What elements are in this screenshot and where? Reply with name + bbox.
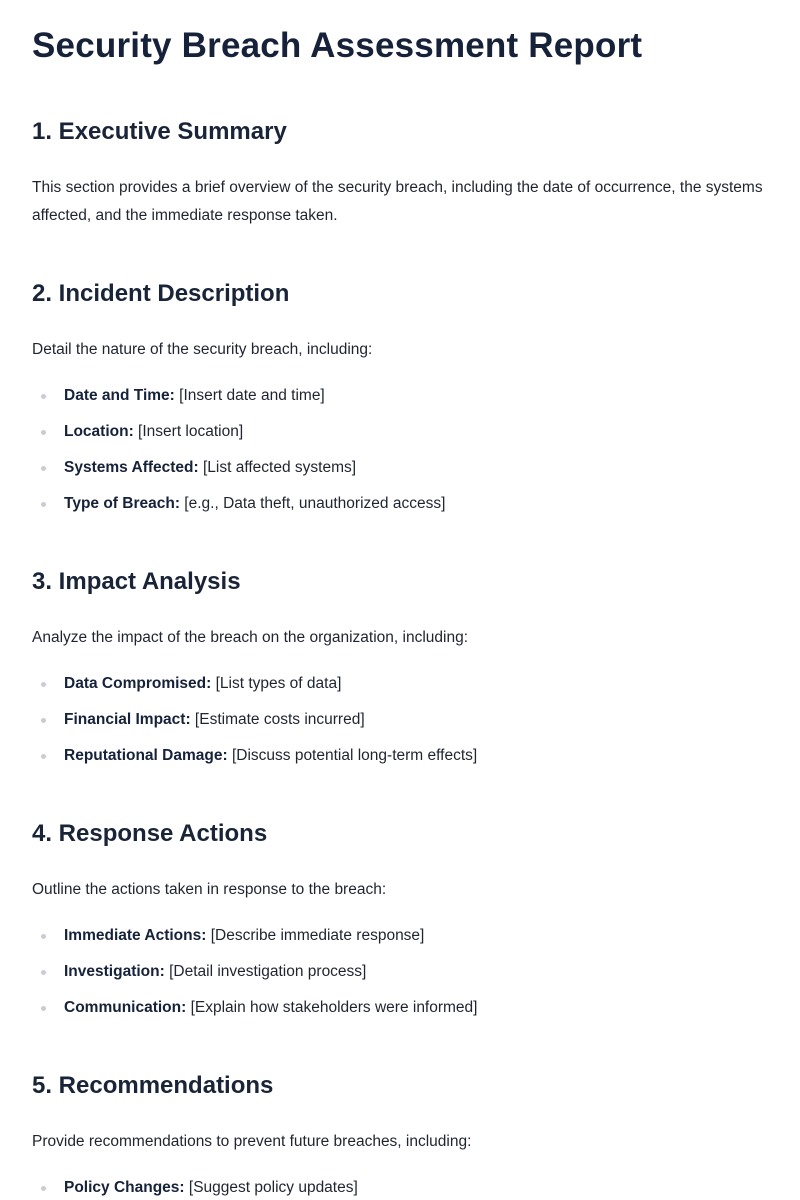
section-response-actions [32, 818, 768, 1032]
item-label: Communication: [64, 999, 187, 1016]
item-value: [Explain how stakeholders were informed] [186, 999, 478, 1016]
item-label: Policy Changes: [64, 1179, 185, 1196]
item-label: Reputational Damage: [64, 747, 228, 764]
item-label: Type of Breach: [64, 495, 180, 512]
bullet-icon [41, 970, 46, 975]
bullet-list [32, 924, 768, 1032]
bullet-icon [41, 466, 46, 471]
list-item [32, 924, 768, 960]
item-value: [Detail investigation process] [164, 963, 367, 980]
section-heading: 1. Executive Summary [32, 118, 287, 145]
list-item [32, 672, 768, 708]
list-item [32, 420, 768, 456]
list-item [32, 996, 768, 1032]
bullet-list [32, 1176, 768, 1200]
item-value: [Insert location] [133, 423, 244, 440]
list-item [32, 708, 768, 744]
item-value: [e.g., Data theft, unauthorized access] [180, 495, 446, 512]
section-executive-summary [32, 116, 768, 230]
bullet-icon [41, 502, 46, 507]
item-value: [Insert date and time] [174, 387, 325, 404]
section-recommendations [32, 1070, 768, 1200]
report-title: Security Breach Assessment Report [32, 26, 643, 65]
item-label: Systems Affected: [64, 459, 199, 476]
bullet-icon [41, 682, 46, 687]
bullet-icon [41, 754, 46, 759]
bullet-list [32, 672, 768, 780]
list-item [32, 384, 768, 420]
list-item [32, 456, 768, 492]
item-value: [List affected systems] [198, 459, 357, 476]
section-incident-description [32, 278, 768, 528]
list-item [32, 744, 768, 780]
section-heading: 5. Recommendations [32, 1072, 274, 1099]
section-impact-analysis [32, 566, 768, 780]
section-heading: 2. Incident Description [32, 280, 290, 307]
item-label: Immediate Actions: [64, 927, 207, 944]
item-label: Date and Time: [64, 387, 175, 404]
section-intro: Analyze the impact of the breach on the organization, including: [32, 629, 468, 646]
section-intro: Provide recommendations to prevent future breaches, including: [32, 1133, 472, 1150]
section-heading: 4. Response Actions [32, 820, 268, 847]
section-heading: 3. Impact Analysis [32, 568, 241, 595]
bullet-icon [41, 934, 46, 939]
list-item [32, 492, 768, 528]
item-value: [Discuss potential long-term effects] [227, 747, 478, 764]
item-value: [Suggest policy updates] [184, 1179, 358, 1196]
item-value: [Estimate costs incurred] [190, 711, 365, 728]
section-intro: Detail the nature of the security breach, including: [32, 341, 373, 358]
bullet-icon [41, 394, 46, 399]
bullet-icon [41, 1006, 46, 1011]
item-value: [List types of data] [211, 675, 342, 692]
item-value: [Describe immediate response] [206, 927, 425, 944]
list-item [32, 960, 768, 996]
section-intro: This section provides a brief overview of the security breach, including the date of occurrence, the systems affected, and the immediate response taken. [32, 179, 763, 224]
list-item [32, 1176, 768, 1200]
bullet-icon [41, 718, 46, 723]
bullet-icon [41, 1186, 46, 1191]
item-label: Data Compromised: [64, 675, 212, 692]
item-label: Financial Impact: [64, 711, 191, 728]
item-label: Location: [64, 423, 134, 440]
bullet-icon [41, 430, 46, 435]
item-label: Investigation: [64, 963, 165, 980]
section-intro: Outline the actions taken in response to the breach: [32, 881, 387, 898]
bullet-list [32, 384, 768, 528]
